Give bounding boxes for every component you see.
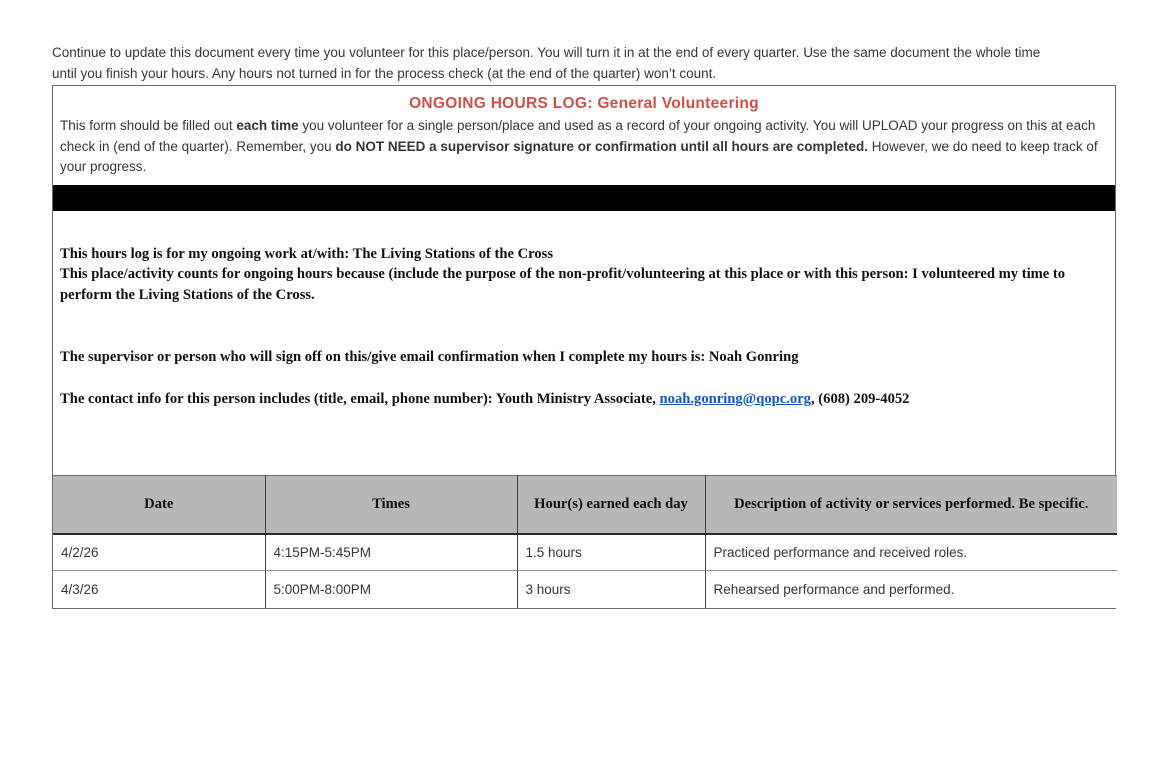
text-run: However, we do need to keep track of your progress. [60,138,1098,175]
table-cell: 4:15PM-5:45PM [265,534,517,571]
table-row [53,571,1117,608]
supervisor-line: The supervisor or person who will sign off on this/give email confirmation when I complete my hours is: Noah Gonring [60,348,799,365]
table-header-cell: Times [265,476,517,534]
table-cell: Practiced performance and received roles. [705,534,1117,571]
text-run: , (608) 209-4052 [810,390,910,407]
email-link[interactable]: noah.gonring@qopc.org [659,390,811,407]
table-header-row [53,476,1117,534]
spacer [60,306,1103,347]
text-run: do NOT NEED a supervisor signature or confirmation until all hours are completed. [335,138,868,154]
form-details [53,211,1115,476]
form-description [53,114,1115,178]
table-cell: Rehearsed performance and performed. [705,571,1117,608]
spacer [60,368,1103,389]
text-run: you volunteer for a single person/place and used as a record of your ongoing activity. You will UPLOAD your progress on this at each check in (end of the quarter). Remember, you [60,118,1096,154]
spacer [60,409,1103,475]
table-cell: 4/3/26 [53,571,265,608]
contact-line [60,389,1103,410]
form-title: ONGOING HOURS LOG: General Volunteering [409,95,759,112]
text-run: The contact info for this person includes (title, email, phone number): Youth Ministry Associate, [60,390,660,407]
table-cell: 5:00PM-8:00PM [265,571,517,608]
work-line: This hours log is for my ongoing work at/with: The Living Stations of the Cross [60,245,554,262]
table-row [53,534,1117,571]
reason-line: This place/activity counts for ongoing hours because (include the purpose of the non-profit/volunteering at this place or with this person: I volunteered my time to perform the Living Stations of the Cross. [60,266,1066,304]
table-header-cell: Date [53,476,265,534]
table-cell: 4/2/26 [53,534,265,571]
text-run: each time [236,118,299,133]
intro-paragraph: Continue to update this document every time you volunteer for this place/person. You will turn it in at the end of every quarter. Use the same document the whole time until you finish your hours. Any hours not turned in for the process check (at the end of the quarter) won’t count. [52,45,1041,81]
table-body [53,534,1117,608]
hours-table [53,475,1117,608]
black-divider-bar [53,185,1115,211]
table-cell: 1.5 hours [517,534,705,571]
text-run: This form should be filled out [60,118,237,133]
table-header-cell: Description of activity or services performed. Be specific. [705,476,1117,534]
hours-log-form-box [52,85,1116,609]
table-cell: 3 hours [517,571,705,608]
table-header-cell: Hour(s) earned each day [517,476,705,534]
